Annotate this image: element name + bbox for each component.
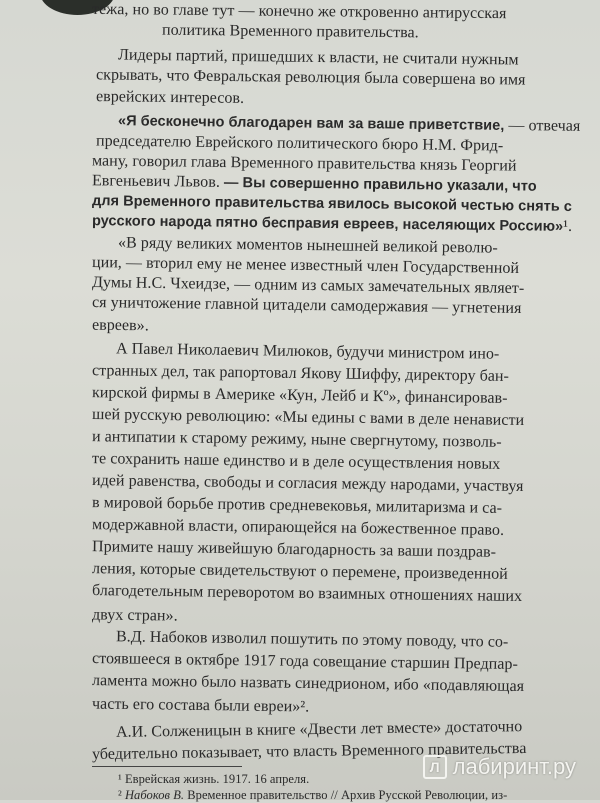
footnote: ¹ Еврейская жизнь. 1917. 16 апреля. bbox=[118, 772, 310, 786]
text-line: Евгеньевич Львов. — Вы совершенно правильно указали, что bbox=[91, 172, 537, 195]
text-line: ции, — вторил ему не менее известный член Государственной bbox=[91, 254, 520, 277]
text-line: А.И. Солженицын в книге «Двести лет вместе» достаточно bbox=[115, 718, 523, 741]
watermark-logo bbox=[423, 754, 576, 780]
text-line: русского народа пятно бесправия евреев, населяющих Россию»¹. bbox=[91, 213, 573, 235]
text-line: кирской фирмы в Америке «Кун, Лейб и Кº», финансировав- bbox=[91, 384, 508, 407]
footnote-separator bbox=[92, 766, 242, 767]
text-line: в мировой борьбе против средневековья, милитаризма и са- bbox=[91, 494, 503, 517]
text-line: Думы Н.С. Чхеидзе, — одним из самых замечательных являет- bbox=[91, 273, 525, 298]
text-line: еврейских интересов. bbox=[95, 88, 245, 107]
text-line: В.Д. Набоков изволил пошутить по этому поводу, что со- bbox=[115, 628, 509, 651]
text-line: ления, которые свидетельствуют о перемене, произведенной bbox=[91, 560, 508, 583]
text-line: А Павел Николаевич Милюков, будучи министром ино- bbox=[115, 340, 500, 363]
text-line: те сохранить наше единство и в деле осуществления новых bbox=[91, 450, 501, 473]
text-line: для Временного правительства явилось высокой честью снять с bbox=[91, 193, 573, 215]
text-line: ману, говорил глава Временного правительства князь Георгий bbox=[91, 152, 517, 175]
text-line: идей равенства, свободы и согласия между народами, участвуя bbox=[91, 471, 524, 496]
text-line: скрывать, что Февральская революция была совершена во имя bbox=[95, 66, 526, 89]
text-line: странных дел, так рапортовал Якову Шиффу, директору бан- bbox=[91, 362, 510, 385]
text-line: евреев». bbox=[91, 316, 149, 335]
footnote: ² Набоков В. Временное правительство // Архив Русской Революции, из- bbox=[118, 788, 508, 802]
text-line: Лидеры партий, пришедших к власти, не считали нужным bbox=[117, 46, 519, 69]
text-line: «Я бесконечно благодарен вам за ваше приветствие, — отвечая bbox=[117, 113, 581, 135]
text-line: председателю Еврейского политического бюро Н.М. Фрид- bbox=[95, 132, 504, 155]
text-line: ламента можно было назвать синедрионом, ибо «подавляющая bbox=[91, 671, 525, 696]
text-line: двух стран». bbox=[91, 606, 178, 625]
text-line: шей русскую революцию: «Мы едины с вами в деле ненависти bbox=[91, 405, 525, 430]
text-line: благодетельным переворотом во взаимных отношениях наших bbox=[91, 581, 523, 606]
text-line: модержавной власти, опирающейся на божественное право. bbox=[91, 516, 505, 539]
text-line: Примите нашу живейшую благодарность за ваши поздрав- bbox=[91, 538, 497, 561]
text-line: политика Временного правительства. bbox=[161, 21, 419, 42]
text-line: стоявшееся в октябре 1917 года совещание старшин Предпар- bbox=[91, 650, 519, 673]
text-line: и антипатии к старому режиму, ныне свергнутому, позволь- bbox=[91, 428, 502, 451]
text-line: часть его состава были евреи»². bbox=[91, 695, 310, 716]
labirint-logo-icon: Л bbox=[423, 755, 447, 779]
text-line: тежа, но во главе тут — конечно же откровенно антирусская bbox=[91, 0, 507, 23]
text-line: убедительно показывает, что власть Временного правительства bbox=[91, 739, 527, 764]
text-line: ся уничтожение главной цитадели самодержавия — угнетения bbox=[91, 294, 522, 317]
text-line: «В ряду великих моментов нынешней великой револю- bbox=[117, 234, 498, 257]
watermark-text: лабиринт.ру bbox=[452, 754, 576, 779]
